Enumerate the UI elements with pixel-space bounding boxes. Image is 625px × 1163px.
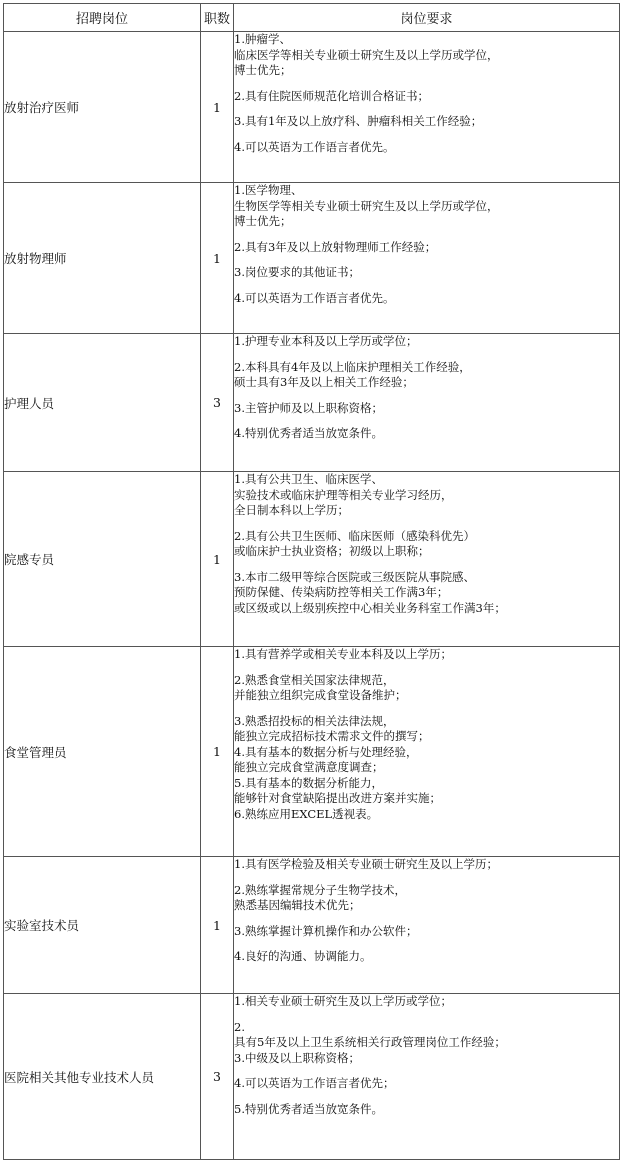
requirement-spacer (234, 873, 619, 883)
requirement-line: 2. (234, 1019, 245, 1034)
requirement-line: 3.中级及以上职称资格； (234, 1050, 360, 1065)
requirements-cell (234, 183, 620, 334)
requirement-line: 5.具有基本的数据分析能力， (234, 775, 383, 790)
table-row (4, 183, 620, 334)
requirement-line: 1.医学物理、 (234, 183, 303, 197)
requirement-line: 3.熟悉招投标的相关法律法规， (234, 713, 395, 728)
requirement-line: 预防保健、传染病防控等相关工作满3年； (234, 585, 449, 599)
requirement-line: 实验技术或临床护理等相关专业学习经历， (234, 487, 453, 502)
requirement-line: 5.特别优秀者适当放宽条件。 (234, 1101, 383, 1116)
requirement-line: 博士优先； (234, 63, 292, 77)
requirement-line: 3.主管护师及以上职称资格； (234, 400, 383, 415)
requirement-spacer (234, 350, 619, 360)
position-count: 1 (201, 472, 234, 647)
requirement-spacer (234, 104, 619, 114)
header-count: 职数 (201, 4, 234, 32)
requirement-spacer (234, 255, 619, 265)
table-header-row (4, 4, 620, 32)
requirement-line: 硕士具有3年及以上相关工作经验； (234, 375, 414, 389)
requirement-line: 6.熟练应用EXCEL透视表。 (234, 806, 379, 821)
requirement-spacer (234, 230, 619, 240)
position-count: 3 (201, 334, 234, 472)
requirement-line: 4.具有基本的数据分析与处理经验， (234, 744, 418, 759)
requirement-spacer (234, 1092, 619, 1102)
requirement-line: 3.具有1年及以上放疗科、肿瘤科相关工作经验； (234, 114, 483, 128)
requirement-line: 能够针对食堂缺陷提出改进方案并实施； (234, 791, 441, 805)
requirement-line: 1.相关专业硕士研究生及以上学历或学位； (234, 994, 452, 1008)
requirement-line: 并能独立组织完成食堂设备维护； (234, 688, 407, 702)
requirements-cell (234, 472, 620, 647)
header-position: 招聘岗位 (4, 4, 201, 32)
table-row (4, 334, 620, 472)
table-row (4, 647, 620, 857)
requirement-line: 2.熟悉食堂相关国家法律规范， (234, 672, 395, 687)
requirement-spacer (234, 704, 619, 714)
table-row (4, 994, 620, 1160)
table-row (4, 472, 620, 647)
requirement-spacer (234, 130, 619, 140)
requirement-line: 3.本市二级甲等综合医院或三级医院从事院感、 (234, 569, 475, 584)
requirement-line: 临床医学等相关专业硕士研究生及以上学历或学位， (234, 47, 499, 62)
position-name: 医院相关其他专业技术人员 (4, 994, 201, 1160)
position-name: 院感专员 (4, 472, 201, 647)
requirement-line: 3.岗位要求的其他证书； (234, 265, 360, 279)
position-name: 放射治疗医师 (4, 32, 201, 183)
position-count: 1 (201, 32, 234, 183)
requirement-line: 4.可以英语为工作语言者优先； (234, 1076, 395, 1090)
requirements-cell (234, 32, 620, 183)
requirement-line: 4.可以英语为工作语言者优先。 (234, 139, 395, 154)
requirement-line: 全日制本科以上学历； (234, 503, 349, 517)
position-count: 1 (201, 183, 234, 334)
position-count: 3 (201, 994, 234, 1160)
requirements-cell (234, 857, 620, 994)
requirement-line: 1.具有公共卫生、临床医学、 (234, 472, 383, 486)
requirement-spacer (234, 519, 619, 529)
position-name: 食堂管理员 (4, 647, 201, 857)
requirements-cell (234, 994, 620, 1160)
requirement-spacer (234, 939, 619, 949)
requirement-spacer (234, 79, 619, 89)
requirement-line: 熟悉基因编辑技术优先； (234, 898, 361, 912)
requirement-line: 2.具有3年及以上放射物理师工作经验； (234, 239, 437, 254)
position-name: 护理人员 (4, 334, 201, 472)
requirement-line: 1.护理专业本科及以上学历或学位； (234, 334, 418, 348)
requirement-line: 能独立完成招标技术需求文件的撰写； (234, 729, 430, 743)
requirement-line: 1.肿瘤学、 (234, 32, 291, 46)
table-row (4, 857, 620, 994)
requirement-line: 1.具有营养学或相关专业本科及以上学历； (234, 647, 452, 661)
requirements-cell (234, 334, 620, 472)
recruitment-table (3, 3, 620, 1160)
requirement-spacer (234, 1010, 619, 1020)
requirement-spacer (234, 914, 619, 924)
requirement-line: 或区级或以上级别疾控中心相关业务科室工作满3年； (234, 600, 506, 615)
table-body (4, 32, 620, 1160)
position-name: 实验室技术员 (4, 857, 201, 994)
requirement-line: 能独立完成食堂满意度调查； (234, 760, 384, 774)
requirements-cell (234, 647, 620, 857)
requirement-line: 2.具有公共卫生医师、临床医师（感染科优先） (234, 528, 475, 543)
position-count: 1 (201, 647, 234, 857)
requirement-line: 具有5年及以上卫生系统相关行政管理岗位工作经验； (234, 1035, 506, 1049)
requirement-line: 或临床护士执业资格；初级以上职称； (234, 544, 430, 558)
requirement-line: 1.具有医学检验及相关专业硕士研究生及以上学历； (234, 857, 498, 871)
requirement-line: 3.熟练掌握计算机操作和办公软件； (234, 923, 418, 938)
header-requirements: 岗位要求 (234, 4, 620, 32)
requirement-line: 博士优先； (234, 214, 292, 228)
requirement-line: 2.本科具有4年及以上临床护理相关工作经验， (234, 359, 471, 374)
position-count: 1 (201, 857, 234, 994)
position-name: 放射物理师 (4, 183, 201, 334)
requirement-line: 4.良好的沟通、协调能力。 (234, 949, 372, 963)
requirement-spacer (234, 281, 619, 291)
requirement-line: 4.特别优秀者适当放宽条件。 (234, 426, 383, 440)
requirement-line: 2.熟练掌握常规分子生物学技术， (234, 882, 406, 897)
requirement-line: 生物医学等相关专业硕士研究生及以上学历或学位， (234, 198, 499, 213)
requirement-spacer (234, 416, 619, 426)
requirement-spacer (234, 560, 619, 570)
requirement-line: 4.可以英语为工作语言者优先。 (234, 290, 395, 305)
requirement-line: 2.具有住院医师规范化培训合格证书； (234, 88, 429, 103)
requirement-spacer (234, 663, 619, 673)
requirement-spacer (234, 1066, 619, 1076)
table-row (4, 32, 620, 183)
requirement-spacer (234, 391, 619, 401)
